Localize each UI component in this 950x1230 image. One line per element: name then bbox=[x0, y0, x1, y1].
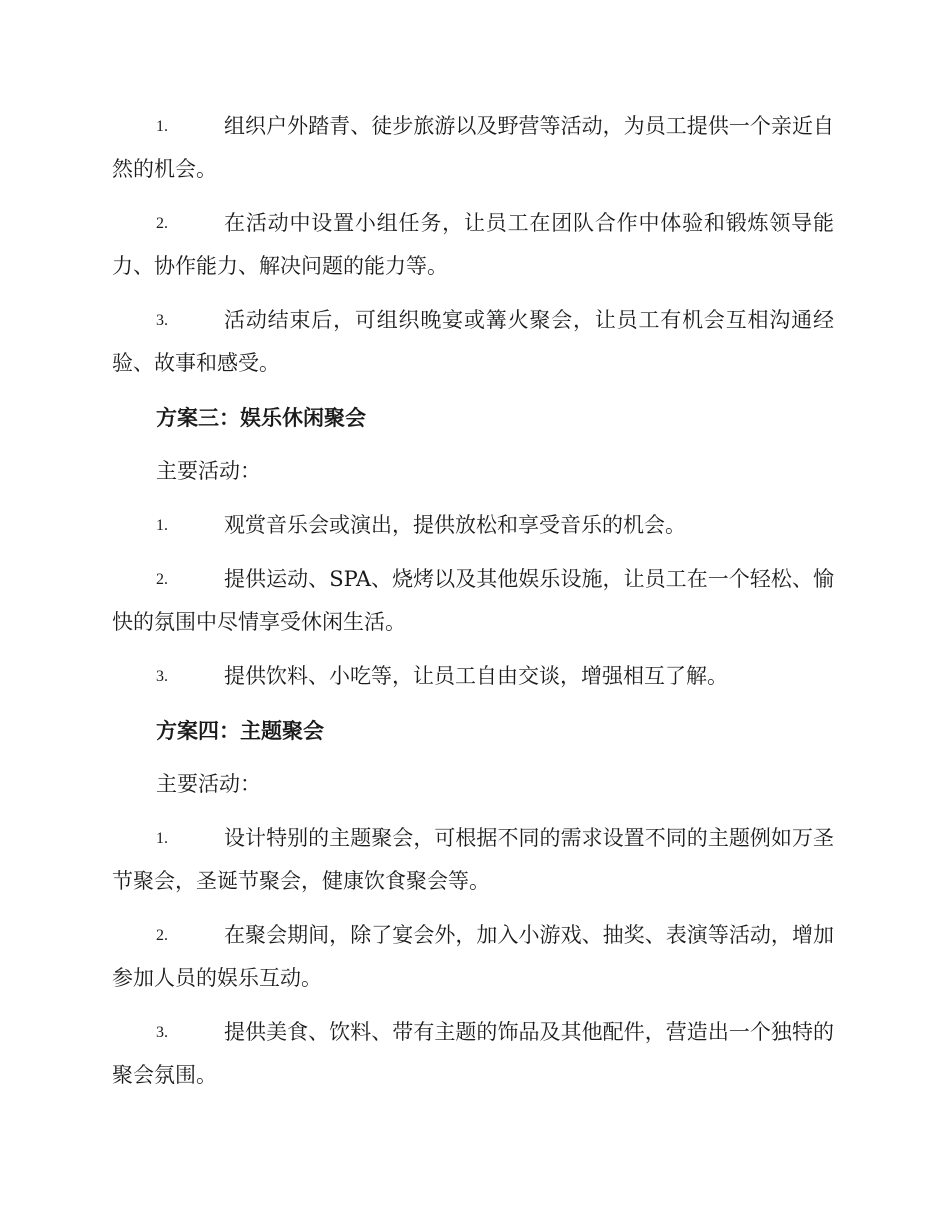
list-item bbox=[112, 202, 834, 288]
list-text: 在活动中设置小组任务，让员工在团队合作中体验和锻炼领导能力、协作能力、解决问题的能力等。 bbox=[112, 211, 834, 278]
list-text: 提供美食、饮料、带有主题的饰品及其他配件，营造出一个独特的聚会氛围。 bbox=[112, 1020, 834, 1087]
document-body bbox=[112, 105, 834, 1108]
list-item bbox=[112, 1011, 834, 1097]
list-number: 2. bbox=[156, 215, 168, 232]
list-number: 3. bbox=[156, 312, 168, 329]
list-item bbox=[112, 817, 834, 903]
list-text: 在聚会期间，除了宴会外，加入小游戏、抽奖、表演等活动，增加参加人员的娱乐互动。 bbox=[112, 923, 834, 990]
list-number: 1. bbox=[156, 830, 168, 847]
list-item bbox=[112, 299, 834, 385]
list-text: 活动结束后，可组织晚宴或篝火聚会，让员工有机会互相沟通经验、故事和感受。 bbox=[112, 308, 834, 375]
list-item bbox=[112, 655, 834, 698]
list-number: 3. bbox=[156, 1024, 168, 1041]
list-number: 2. bbox=[156, 927, 168, 944]
subheading: 主要活动： bbox=[156, 459, 261, 483]
section-heading: 方案三：娱乐休闲聚会 bbox=[156, 405, 366, 430]
subheading: 主要活动： bbox=[156, 772, 261, 796]
list-item bbox=[112, 558, 834, 644]
list-item bbox=[112, 504, 834, 547]
list-text: 设计特别的主题聚会，可根据不同的需求设置不同的主题例如万圣节聚会，圣诞节聚会，健康饮食聚会等。 bbox=[112, 826, 834, 893]
list-item bbox=[112, 105, 834, 191]
list-number: 2. bbox=[156, 571, 168, 588]
list-number: 1. bbox=[156, 517, 168, 534]
list-text: 观赏音乐会或演出，提供放松和享受音乐的机会。 bbox=[224, 513, 686, 537]
list-text: 提供饮料、小吃等，让员工自由交谈，增强相互了解。 bbox=[224, 664, 728, 688]
list-text: 提供运动、SPA、烧烤以及其他娱乐设施，让员工在一个轻松、愉快的氛围中尽情享受休闲生活。 bbox=[112, 567, 834, 634]
section-heading: 方案四：主题聚会 bbox=[156, 718, 324, 743]
list-item bbox=[112, 914, 834, 1000]
list-number: 1. bbox=[156, 118, 168, 135]
list-text: 组织户外踏青、徒步旅游以及野营等活动，为员工提供一个亲近自然的机会。 bbox=[112, 114, 834, 181]
list-number: 3. bbox=[156, 668, 168, 685]
